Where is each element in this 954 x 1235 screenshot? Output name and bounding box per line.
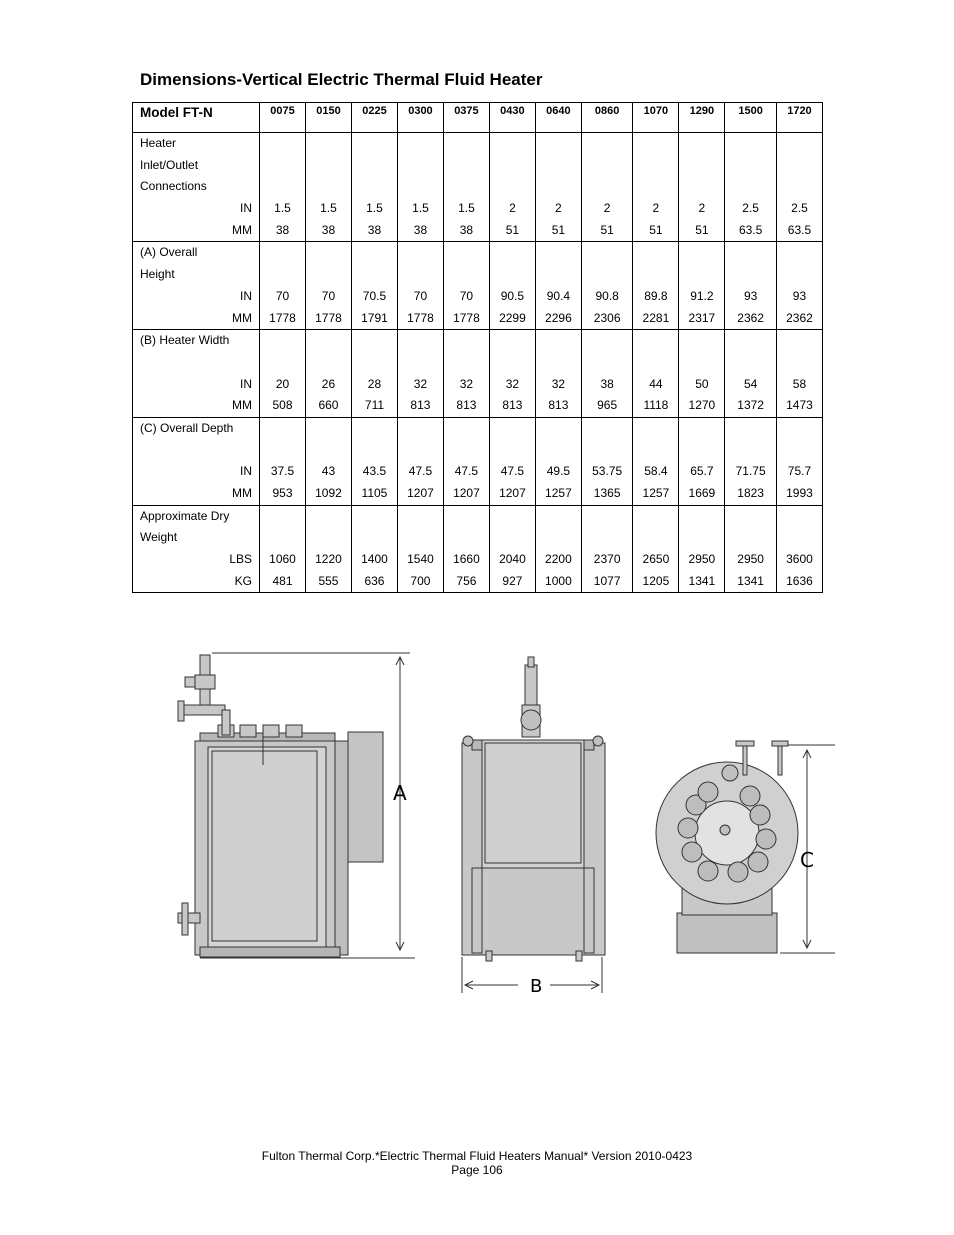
value: 1.5 (274, 201, 291, 216)
value: 54 (743, 376, 758, 391)
value: 91.2 (690, 288, 714, 303)
value: 49.5 (546, 464, 571, 479)
value: 51 (551, 222, 566, 237)
value: 47.5 (408, 464, 433, 479)
value: 2.5 (742, 201, 759, 216)
value: 70 (459, 288, 474, 303)
unit-label: KG (234, 573, 252, 588)
value: 813 (502, 398, 523, 413)
value-cell (489, 417, 535, 505)
value: 2317 (688, 310, 716, 325)
value: 32 (459, 376, 474, 391)
value: 32 (551, 376, 566, 391)
section-label-line: Inlet/Outlet (140, 157, 199, 172)
section-label-line: Connections (140, 179, 207, 194)
value: 2200 (545, 552, 572, 567)
unit-label: MM (232, 222, 252, 237)
value: 70 (321, 288, 336, 303)
value: 1993 (786, 486, 813, 500)
value: 2362 (786, 310, 813, 325)
value: 1205 (642, 573, 670, 588)
value-cell (679, 133, 725, 242)
value-cell (351, 242, 397, 330)
value-cell (633, 133, 679, 242)
value-cell (679, 242, 725, 330)
value: 1257 (642, 486, 670, 500)
value-cell (725, 242, 777, 330)
unit-label: IN (240, 288, 252, 303)
value: 2 (555, 201, 562, 216)
value: 51 (600, 222, 614, 237)
value: 37.5 (270, 464, 295, 479)
value-cell (776, 505, 822, 593)
section-label-line: Height (140, 267, 175, 282)
value-cell (443, 330, 489, 418)
value: 70 (275, 288, 290, 303)
value-cell (489, 505, 535, 593)
value: 700 (410, 573, 431, 588)
section-label-line: (B) Heater Width (140, 333, 230, 348)
value-cell (351, 417, 397, 505)
value: 2040 (499, 552, 526, 567)
value: 660 (318, 398, 339, 413)
model-header: 1720 (776, 103, 822, 133)
value: 1400 (361, 552, 388, 567)
value-cell (776, 133, 822, 242)
value: 1372 (737, 398, 764, 413)
value: 555 (318, 573, 339, 588)
value: 63.5 (787, 222, 812, 237)
value-cell (581, 242, 633, 330)
value: 508 (272, 398, 293, 413)
model-header: 1070 (633, 103, 679, 133)
value-cell (443, 133, 489, 242)
value-cell (489, 330, 535, 418)
value: 2 (698, 201, 706, 216)
value: 2950 (688, 552, 716, 567)
value-cell (633, 505, 679, 593)
value: 2370 (593, 552, 621, 567)
value-cell (351, 133, 397, 242)
model-header: 0300 (397, 103, 443, 133)
value: 1636 (786, 573, 813, 588)
value: 70 (413, 288, 428, 303)
value: 71.75 (735, 464, 766, 479)
value: 1270 (688, 398, 716, 413)
value: 38 (600, 376, 614, 391)
model-header: 0375 (443, 103, 489, 133)
value: 38 (413, 222, 428, 237)
model-header: 1290 (679, 103, 725, 133)
label-b: B (530, 976, 543, 997)
value: 1791 (361, 310, 388, 325)
section-label (133, 133, 260, 242)
value-cell (397, 242, 443, 330)
value: 70.5 (362, 288, 387, 303)
value: 32 (413, 376, 428, 391)
value-cell (581, 133, 633, 242)
value: 1207 (407, 486, 434, 500)
page-title: Dimensions-Vertical Electric Thermal Fluid Heater (140, 70, 543, 89)
value: 50 (695, 376, 709, 391)
model-header: 0640 (535, 103, 581, 133)
value: 1118 (643, 398, 669, 413)
section-label (133, 242, 260, 330)
section-label-line: Approximate Dry (140, 508, 230, 523)
value: 1.5 (320, 201, 337, 216)
value-cell (305, 505, 351, 593)
value: 2650 (642, 552, 670, 567)
value: 2362 (737, 310, 764, 325)
section-label-line: Heater (140, 136, 177, 150)
value-cell (443, 417, 489, 505)
value: 927 (502, 573, 523, 588)
heater-dimension-drawing (160, 645, 840, 1000)
table-section-row (133, 242, 823, 330)
table-section-row (133, 133, 823, 242)
dimensions-table (132, 102, 823, 593)
value: 1000 (545, 573, 572, 588)
value: 1778 (453, 310, 480, 325)
value: 44 (649, 376, 663, 391)
unit-label: LBS (229, 552, 252, 567)
value: 1778 (407, 310, 434, 325)
value: 1077 (593, 573, 621, 588)
value: 89.8 (644, 288, 668, 303)
value: 53.75 (592, 464, 623, 479)
unit-label: MM (232, 398, 252, 413)
value-cell (581, 417, 633, 505)
value-cell (305, 330, 351, 418)
value: 1.5 (366, 201, 383, 216)
model-header: 0225 (351, 103, 397, 133)
value: 813 (456, 398, 477, 413)
value: 1220 (315, 552, 342, 567)
value: 481 (272, 573, 293, 588)
model-header: 0860 (581, 103, 633, 133)
value-cell (260, 505, 306, 593)
value-cell (260, 133, 306, 242)
value: 47.5 (454, 464, 479, 479)
value-cell (535, 417, 581, 505)
value-cell (305, 133, 351, 242)
section-label (133, 417, 260, 505)
value-cell (725, 133, 777, 242)
value-cell (260, 417, 306, 505)
value: 636 (364, 573, 385, 588)
unit-label: IN (240, 376, 252, 391)
page-footer (0, 1149, 954, 1177)
value: 28 (367, 376, 382, 391)
table-section-row (133, 330, 823, 418)
model-label: Model FT-N (133, 103, 260, 133)
model-header: 1500 (725, 103, 777, 133)
table-header-row (133, 103, 823, 133)
footer-line-1: Fulton Thermal Corp.*Electric Thermal Fluid Heaters Manual* Version 2010-0423 (261, 1149, 693, 1163)
unit-label: IN (240, 201, 252, 216)
section-label (133, 330, 260, 418)
section-label-line: Weight (140, 530, 178, 545)
value: 1.5 (412, 201, 429, 216)
value: 1092 (315, 486, 342, 500)
value-cell (305, 417, 351, 505)
value-cell (260, 242, 306, 330)
side-view (178, 655, 383, 957)
value: 38 (321, 222, 336, 237)
value: 1341 (688, 573, 716, 588)
value-cell (535, 330, 581, 418)
label-c: C (800, 848, 814, 872)
section-label-line: (C) Overall Depth (140, 420, 234, 435)
value: 93 (792, 288, 807, 303)
value: 75.7 (787, 464, 812, 479)
value: 1.5 (458, 201, 475, 216)
value-cell (535, 133, 581, 242)
value: 1105 (361, 486, 388, 500)
value: 58 (792, 376, 807, 391)
value-cell (633, 417, 679, 505)
value-cell (776, 242, 822, 330)
value-cell (776, 330, 822, 418)
value: 43.5 (362, 464, 387, 479)
value: 2296 (545, 310, 572, 325)
value: 38 (367, 222, 382, 237)
section-label-line: (A) Overall (140, 245, 198, 260)
value: 711 (364, 398, 385, 413)
value-cell (776, 417, 822, 505)
value-cell (305, 242, 351, 330)
value: 2 (652, 201, 660, 216)
value-cell (581, 505, 633, 593)
table-section-row (133, 505, 823, 593)
value-cell (397, 505, 443, 593)
value-cell (633, 330, 679, 418)
value: 1060 (269, 552, 296, 567)
value: 2299 (499, 310, 526, 325)
value-cell (260, 330, 306, 418)
value: 1660 (453, 552, 480, 567)
value-cell (351, 505, 397, 593)
value: 38 (275, 222, 290, 237)
value: 51 (505, 222, 520, 237)
value-cell (351, 330, 397, 418)
value: 38 (459, 222, 474, 237)
value: 1341 (737, 573, 764, 588)
value: 90.4 (546, 288, 571, 303)
value: 65.7 (690, 464, 714, 479)
value: 93 (743, 288, 758, 303)
value-cell (397, 417, 443, 505)
value: 813 (548, 398, 569, 413)
value-cell (581, 330, 633, 418)
label-a: A (393, 781, 407, 805)
unit-label: MM (232, 486, 252, 500)
value: 90.8 (595, 288, 619, 303)
value: 63.5 (738, 222, 763, 237)
value: 1473 (786, 398, 813, 413)
value-cell (725, 330, 777, 418)
value: 2 (603, 201, 611, 216)
value: 953 (272, 486, 293, 500)
value-cell (535, 242, 581, 330)
value: 51 (695, 222, 709, 237)
value: 2 (509, 201, 516, 216)
value: 26 (321, 376, 336, 391)
value: 51 (649, 222, 663, 237)
value-cell (679, 505, 725, 593)
top-view (656, 741, 798, 953)
value-cell (535, 505, 581, 593)
table-section-row (133, 417, 823, 505)
value-cell (725, 417, 777, 505)
page-number: Page 106 (451, 1163, 503, 1177)
value: 2.5 (791, 201, 808, 216)
value: 2306 (593, 310, 621, 325)
value-cell (443, 505, 489, 593)
model-header: 0075 (260, 103, 306, 133)
value-cell (489, 242, 535, 330)
value: 1823 (737, 486, 764, 500)
value-cell (443, 242, 489, 330)
value: 47.5 (500, 464, 525, 479)
value: 1257 (545, 486, 572, 500)
value: 965 (597, 398, 618, 413)
value-cell (397, 330, 443, 418)
value-cell (397, 133, 443, 242)
value: 3600 (786, 552, 813, 567)
value: 1669 (688, 486, 716, 500)
model-header: 0430 (489, 103, 535, 133)
value: 1207 (453, 486, 480, 500)
value: 813 (410, 398, 431, 413)
value: 43 (321, 464, 336, 479)
value-cell (489, 133, 535, 242)
value: 1540 (407, 552, 434, 567)
value: 90.5 (500, 288, 525, 303)
value: 2281 (642, 310, 670, 325)
value: 20 (275, 376, 290, 391)
value-cell (633, 242, 679, 330)
front-view (462, 657, 605, 961)
value-cell (679, 330, 725, 418)
value: 1778 (269, 310, 296, 325)
value: 2950 (737, 552, 764, 567)
unit-label: MM (232, 310, 252, 325)
value: 58.4 (644, 464, 668, 479)
value: 1778 (315, 310, 342, 325)
model-header: 0150 (305, 103, 351, 133)
value: 1365 (593, 486, 621, 500)
unit-label: IN (240, 464, 252, 479)
value: 756 (456, 573, 477, 588)
value-cell (725, 505, 777, 593)
value: 1207 (499, 486, 526, 500)
value: 32 (505, 376, 520, 391)
section-label (133, 505, 260, 593)
value-cell (679, 417, 725, 505)
